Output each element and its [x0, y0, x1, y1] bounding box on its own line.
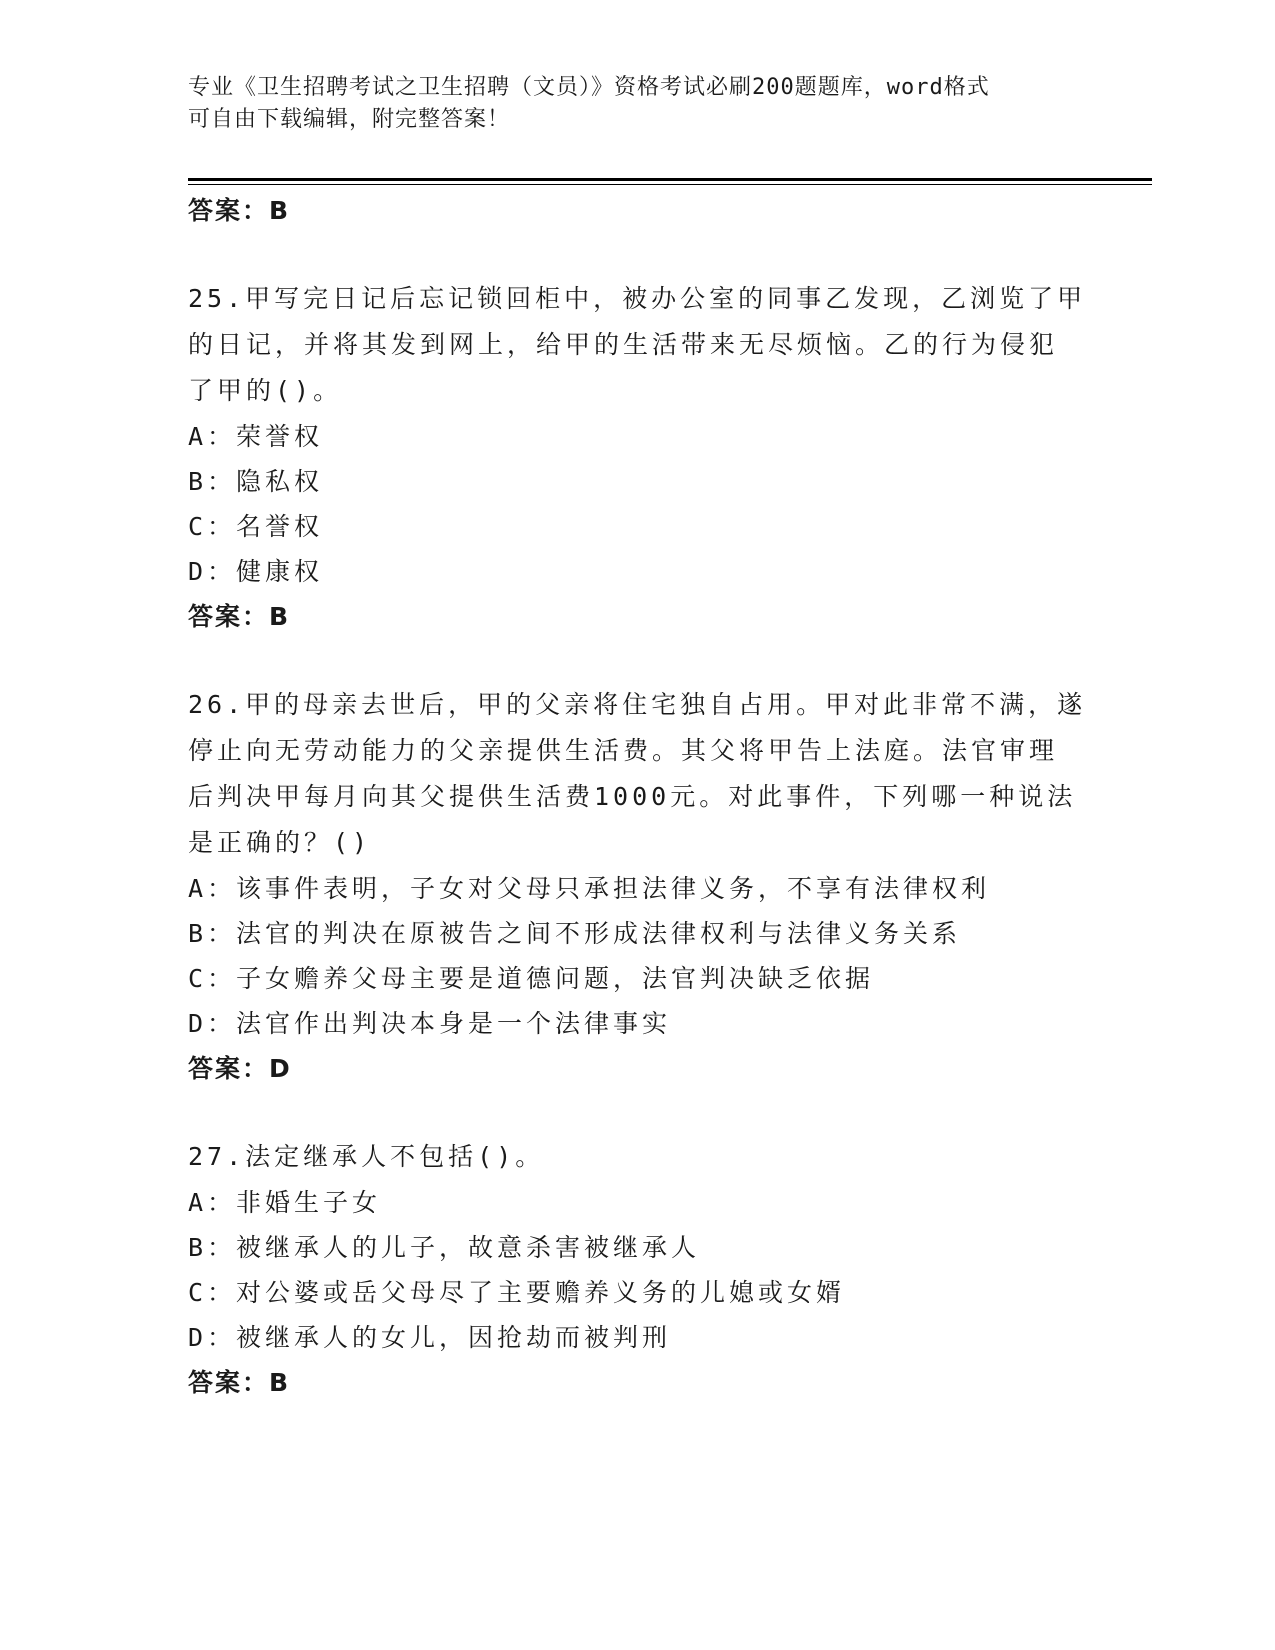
stem-line: 26.甲的母亲去世后，甲的父亲将住宅独自占用。甲对此非常不满，遂: [188, 690, 1087, 719]
stem-line: 了甲的()。: [188, 376, 343, 405]
answer-line: 答案：B: [188, 1368, 291, 1397]
option-d: D：健康权: [188, 557, 324, 586]
option-d: D：法官作出判决本身是一个法律事实: [188, 1009, 672, 1038]
spacer: [188, 1091, 1088, 1134]
question-25: [188, 276, 1088, 639]
stem-line: 25.甲写完日记后忘记锁回柜中，被办公室的同事乙发现，乙浏览了甲: [188, 284, 1087, 313]
spacer: [188, 233, 1088, 276]
answer-line: 答案：D: [188, 1054, 292, 1083]
stem-line: 后判决甲每月向其父提供生活费1000元。对此事件，下列哪一种说法: [188, 782, 1077, 811]
question-27: [188, 1134, 1088, 1405]
option-b: B：法官的判决在原被告之间不形成法律权利与法律义务关系: [188, 919, 962, 948]
stem-line: 27.法定继承人不包括()。: [188, 1142, 545, 1171]
header-line-1: 专业《卫生招聘考试之卫生招聘（文员）》资格考试必刷200题题库，word格式: [188, 75, 990, 100]
document-header: [188, 72, 1088, 136]
option-a: A：荣誉权: [188, 422, 324, 451]
header-line-2: 可自由下载编辑，附完整答案！: [188, 107, 511, 132]
option-b: B：隐私权: [188, 467, 324, 496]
header-divider-thin: [188, 184, 1152, 185]
stem-line: 是正确的？(): [188, 828, 372, 857]
question-stem: [188, 1134, 1088, 1180]
header-divider-thick: [188, 178, 1152, 181]
previous-answer: 答案：B: [188, 196, 291, 225]
question-stem: [188, 276, 1088, 414]
option-a: A：该事件表明，子女对父母只承担法律义务，不享有法律权利: [188, 874, 991, 903]
answer-line: 答案：B: [188, 602, 291, 631]
spacer: [188, 639, 1088, 682]
option-c: C：名誉权: [188, 512, 324, 541]
option-c: C：子女赡养父母主要是道德问题，法官判决缺乏依据: [188, 964, 875, 993]
option-b: B：被继承人的儿子，故意杀害被继承人: [188, 1233, 701, 1262]
question-26: [188, 682, 1088, 1091]
option-d: D：被继承人的女儿，因抢劫而被判刑: [188, 1323, 672, 1352]
question-list: [188, 188, 1088, 1405]
stem-line: 停止向无劳动能力的父亲提供生活费。其父将甲告上法庭。法官审理: [188, 736, 1059, 765]
question-stem: [188, 682, 1088, 866]
option-a: A：非婚生子女: [188, 1188, 382, 1217]
option-c: C：对公婆或岳父母尽了主要赡养义务的儿媳或女婿: [188, 1278, 846, 1307]
stem-line: 的日记，并将其发到网上，给甲的生活带来无尽烦恼。乙的行为侵犯: [188, 330, 1059, 359]
